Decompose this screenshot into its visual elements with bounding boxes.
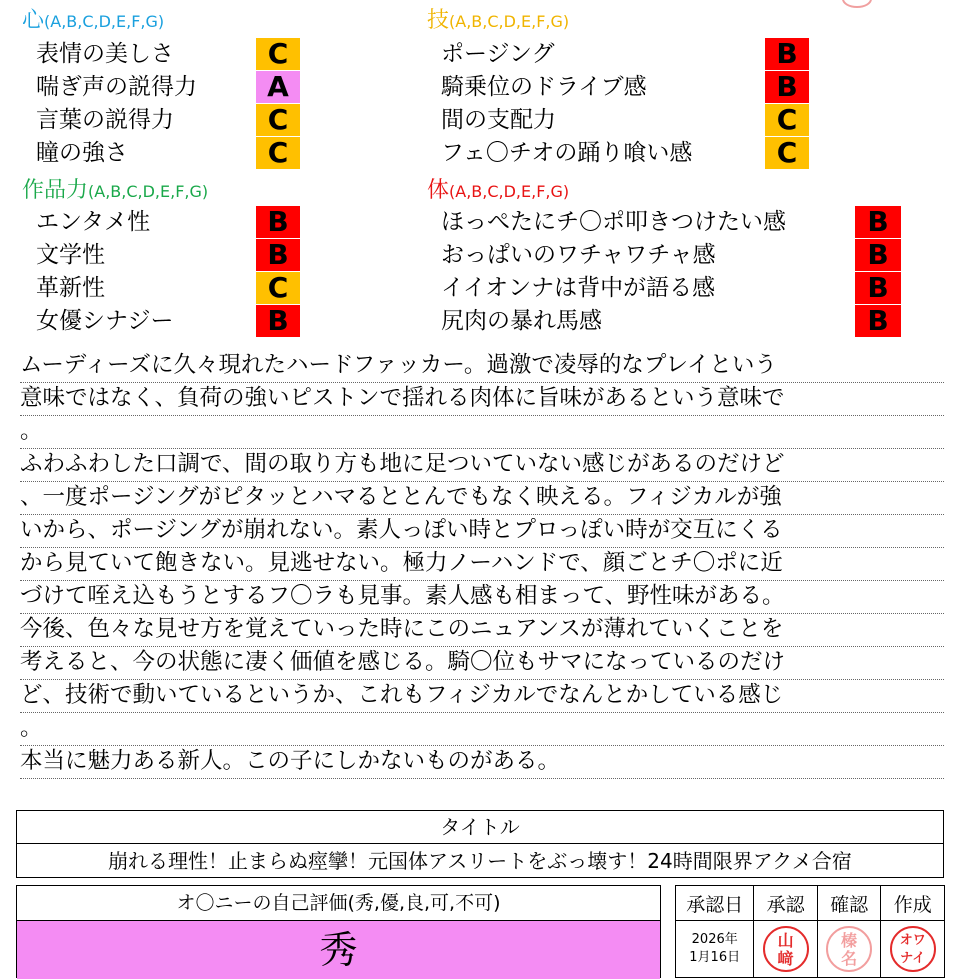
seal-line: ナイ [900, 951, 926, 966]
seal-line: 山 [777, 931, 794, 950]
review-line: 。 [20, 416, 944, 449]
grade-cell: B [855, 239, 901, 271]
grade-cell: B [256, 206, 300, 238]
approval-header-create: 作成 [881, 886, 945, 921]
grade-cell: C [256, 137, 300, 169]
seal-line: 榛 [841, 931, 858, 950]
approval-date-year: 2026年 [691, 932, 738, 947]
grade-row-kokoro-0 [36, 38, 300, 70]
section-sakuhin-title: 作品力 [22, 178, 89, 203]
section-kokoro-title: 心 [22, 8, 45, 33]
grade-cell: A [256, 71, 300, 103]
grade-cell: C [765, 104, 809, 136]
approval-header-approve: 承認 [754, 886, 818, 921]
grade-row-label: 間の支配力 [441, 107, 556, 133]
grade-row-label: ほっぺたにチ〇ポ叩きつけたい感 [441, 209, 786, 235]
approval-header-confirm: 確認 [817, 886, 881, 921]
seal-line: 﨑 [777, 949, 794, 968]
approval-date-cell [676, 921, 754, 978]
review-line: ムーディーズに久々現れたハードファッカー。過激で凌辱的なプレイという [20, 350, 944, 383]
grade-row-label: イイオンナは背中が語る感 [441, 275, 716, 301]
grade-row-label: 革新性 [36, 275, 105, 301]
grade-cell: B [256, 305, 300, 337]
grade-row-label: 表情の美しさ [36, 41, 174, 67]
self-eval-value: 秀 [17, 921, 660, 979]
section-karada-scale: (A,B,C,D,E,F,G) [449, 182, 570, 201]
grade-cell: B [855, 206, 901, 238]
grade-cell: C [765, 137, 809, 169]
grade-cell: B [765, 71, 809, 103]
section-karada-title: 体 [427, 178, 450, 203]
section-kokoro-scale: (A,B,C,D,E,F,G) [44, 12, 165, 31]
grade-cell: C [256, 104, 300, 136]
review-text [20, 350, 944, 779]
grade-row-sakuhin-0 [36, 206, 300, 238]
seal-stamp-create [890, 926, 936, 972]
seal-line: オワ [899, 933, 926, 948]
section-waza-header [427, 8, 569, 35]
title-box-header: タイトル [17, 811, 943, 844]
grade-row-label: 女優シナジー [36, 308, 174, 334]
review-line: ど、技術で動いているというか、これもフィジカルでなんとかしている感じ [20, 680, 944, 713]
grade-row-karada-2 [441, 272, 901, 304]
seal-stamp-approve [763, 926, 809, 972]
grade-cell: B [855, 272, 901, 304]
grade-row-kokoro-3 [36, 137, 300, 169]
grade-cell: B [855, 305, 901, 337]
grade-row-waza-1 [441, 71, 809, 103]
grade-cell: C [256, 38, 300, 70]
section-kokoro-header [22, 8, 164, 35]
section-sakuhin-header [22, 178, 208, 205]
grade-row-waza-0 [441, 38, 809, 70]
grade-row-label: 喘ぎ声の説得力 [36, 74, 197, 100]
grade-row-karada-1 [441, 239, 901, 271]
grade-row-sakuhin-1 [36, 239, 300, 271]
grade-cell: B [256, 239, 300, 271]
section-sakuhin-scale: (A,B,C,D,E,F,G) [88, 182, 209, 201]
grade-row-kokoro-1 [36, 71, 300, 103]
grade-row-waza-3 [441, 137, 809, 169]
grade-row-label: 文学性 [36, 242, 105, 268]
title-box [16, 810, 944, 878]
grade-row-label: ポージング [441, 41, 555, 67]
review-line: 、一度ポージングがピタッとハマるととんでもなく映える。フィジカルが強 [20, 482, 944, 515]
grade-row-label: エンタメ性 [36, 209, 151, 235]
grade-row-sakuhin-2 [36, 272, 300, 304]
grade-row-label: おっぱいのワチャワチャ感 [441, 242, 716, 268]
grade-row-label: 尻肉の暴れ馬感 [441, 308, 602, 334]
grade-row-sakuhin-3 [36, 305, 300, 337]
grade-cell: C [256, 272, 300, 304]
grade-cell: B [765, 38, 809, 70]
self-eval-header: オ〇ニーの自己評価(秀,優,良,可,不可) [17, 886, 660, 921]
grade-row-label: フェ〇チオの踊り喰い感 [441, 140, 693, 166]
review-line: 意味ではなく、負荷の強いピストンで揺れる肉体に旨味があるという意味で [20, 383, 944, 416]
self-eval-box [16, 885, 661, 978]
grade-row-label: 騎乗位のドライブ感 [441, 74, 647, 100]
grade-row-waza-2 [441, 104, 809, 136]
approval-seal-cell [754, 921, 818, 978]
title-box-value: 崩れる理性！止まらぬ痙攣！元国体アスリートをぶっ壊す！24時間限界アクメ合宿 [108, 849, 852, 873]
review-line: づけて咥え込もうとするフ〇ラも見事。素人感も相まって、野性味がある。 [20, 581, 944, 614]
create-seal-cell [881, 921, 945, 978]
review-line: 考えると、今の状態に凄く価値を感じる。騎〇位もサマになっているのだけ [20, 647, 944, 680]
approval-date-day: 1月16日 [689, 950, 741, 965]
review-line: 本当に魅力ある新人。この子にしかないものがある。 [20, 746, 944, 779]
grade-row-label: 瞳の強さ [36, 140, 128, 166]
section-waza-title: 技 [427, 8, 450, 33]
approval-header-date: 承認日 [676, 886, 754, 921]
grade-row-label: 言葉の説得力 [36, 107, 174, 133]
review-line: いから、ポージングが崩れない。素人っぽい時とプロっぽい時が交互にくる [20, 515, 944, 548]
review-line: ふわふわした口調で、間の取り方も地に足ついていない感じがあるのだけど [20, 449, 944, 482]
top-seal-fragment [842, 0, 872, 8]
grade-row-karada-3 [441, 305, 901, 337]
approval-table [675, 885, 945, 978]
seal-stamp-confirm [826, 926, 872, 972]
review-line: 。 [20, 713, 944, 746]
seal-line: 名 [841, 949, 858, 968]
grade-row-karada-0 [441, 206, 901, 238]
section-waza-scale: (A,B,C,D,E,F,G) [449, 12, 570, 31]
confirm-seal-cell [817, 921, 881, 978]
section-karada-header [427, 178, 569, 205]
review-line: から見ていて飽きない。見逃せない。極力ノーハンドで、顔ごとチ〇ポに近 [20, 548, 944, 581]
grade-row-kokoro-2 [36, 104, 300, 136]
review-line: 今後、色々な見せ方を覚えていった時にこのニュアンスが薄れていくことを [20, 614, 944, 647]
